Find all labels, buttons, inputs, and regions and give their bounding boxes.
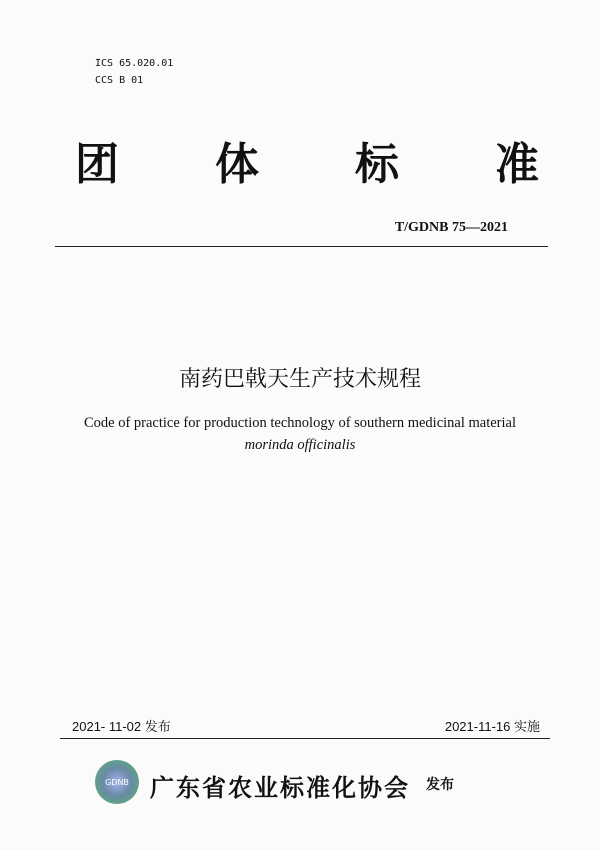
ccs-code: CCS B 01	[95, 75, 144, 86]
standard-number: T/GDNB 75—2021	[394, 220, 508, 235]
seal-text: GDNB	[105, 777, 129, 787]
header-char: 标	[355, 139, 399, 190]
top-divider	[55, 246, 548, 247]
header-char: 团	[75, 139, 119, 190]
title-chinese: 南药巴戟天生产技术规程	[178, 367, 421, 392]
title-english-italic: morinda officinalis	[244, 437, 356, 453]
header-char: 准	[495, 139, 539, 190]
publish-label: 发布	[426, 777, 454, 793]
ics-code: ICS 65.020.01	[95, 58, 174, 69]
header-char: 体	[215, 139, 259, 190]
bottom-divider	[60, 738, 550, 739]
organization-seal-logo	[95, 760, 139, 804]
title-english	[60, 412, 540, 456]
organization-name: 广东省农业标准化协会	[150, 773, 410, 802]
implementation-date: 2021-11-16 实施	[444, 719, 540, 734]
issue-date: 2021- 11-02 发布	[72, 719, 171, 734]
title-english-main: Code of practice for production technology of southern medicinal material	[83, 415, 517, 431]
